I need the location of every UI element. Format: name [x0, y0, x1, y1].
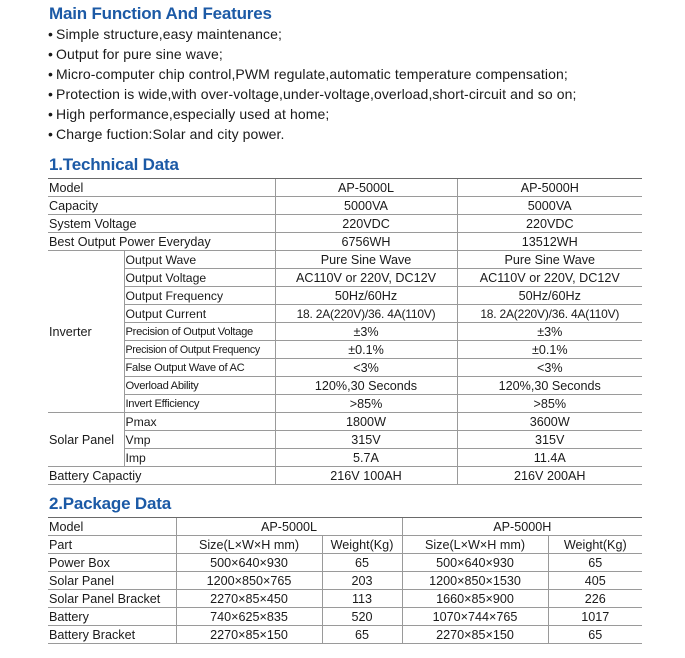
feature-item: • Protection is wide,with over-voltage,under-voltage,overload,short-circuit and so on; — [48, 84, 576, 104]
table-row: Precision of Output Voltage ±3% ±3% — [48, 323, 642, 341]
table-row: Invert Efficiency >85% >85% — [48, 395, 642, 413]
table-row: Inverter Output Wave Pure Sine Wave Pure Sine Wave — [48, 251, 642, 269]
feature-item: • Simple structure,easy maintenance; — [48, 24, 576, 44]
model-l: AP-5000L — [275, 179, 457, 197]
table-row: False Output Wave of AC <3% <3% — [48, 359, 642, 377]
features-title: Main Function And Features — [49, 4, 272, 23]
model-label: Model — [48, 179, 275, 197]
model-h: AP-5000H — [457, 179, 642, 197]
technical-data-table — [48, 178, 642, 485]
table-row: Battery 740×625×835 520 1070×744×765 1017 — [48, 608, 642, 626]
table-row: Battery Capactiy 216V 100AH 216V 200AH — [48, 467, 642, 485]
table-row: Output Voltage AC110V or 220V, DC12V AC110V or 220V, DC12V — [48, 269, 642, 287]
feature-item: • Charge fuction:Solar and city power. — [48, 124, 576, 144]
table-row: Best Output Power Everyday 6756WH 13512WH — [48, 233, 642, 251]
table-row: Solar Panel 1200×850×765 203 1200×850×1530 405 — [48, 572, 642, 590]
feature-item: • High performance,especially used at home; — [48, 104, 576, 124]
feature-item: • Micro-computer chip control,PWM regulate,automatic temperature compensation; — [48, 64, 576, 84]
table-subheader-row: Part Size(L×W×H mm) Weight(Kg) Size(L×W×H mm) Weight(Kg) — [48, 536, 642, 554]
table-row: Imp 5.7A 11.4A — [48, 449, 642, 467]
features-list — [48, 24, 576, 144]
table-row: Battery Bracket 2270×85×150 65 2270×85×150 65 — [48, 626, 642, 644]
table-row: Solar Panel Bracket 2270×85×450 113 1660×85×900 226 — [48, 590, 642, 608]
package-data-title: 2.Package Data — [49, 494, 171, 513]
solar-panel-group-label: Solar Panel — [48, 413, 124, 467]
table-row: Overload Ability 120%,30 Seconds 120%,30 Seconds — [48, 377, 642, 395]
table-header-row — [48, 179, 642, 197]
table-row: Output Frequency 50Hz/60Hz 50Hz/60Hz — [48, 287, 642, 305]
table-row: Precision of Output Frequency ±0.1% ±0.1% — [48, 341, 642, 359]
table-row: Solar Panel Pmax 1800W 3600W — [48, 413, 642, 431]
feature-item: • Output for pure sine wave; — [48, 44, 576, 64]
inverter-group-label: Inverter — [48, 251, 124, 413]
package-data-table — [48, 517, 642, 644]
table-row: Output Current 18. 2A(220V)/36. 4A(110V) 18. 2A(220V)/36. 4A(110V) — [48, 305, 642, 323]
table-header-row: Model AP-5000L AP-5000H — [48, 518, 642, 536]
technical-data-title: 1.Technical Data — [49, 155, 179, 174]
table-row: Vmp 315V 315V — [48, 431, 642, 449]
table-row: Capacity 5000VA 5000VA — [48, 197, 642, 215]
table-row: System Voltage 220VDC 220VDC — [48, 215, 642, 233]
table-row: Power Box 500×640×930 65 500×640×930 65 — [48, 554, 642, 572]
